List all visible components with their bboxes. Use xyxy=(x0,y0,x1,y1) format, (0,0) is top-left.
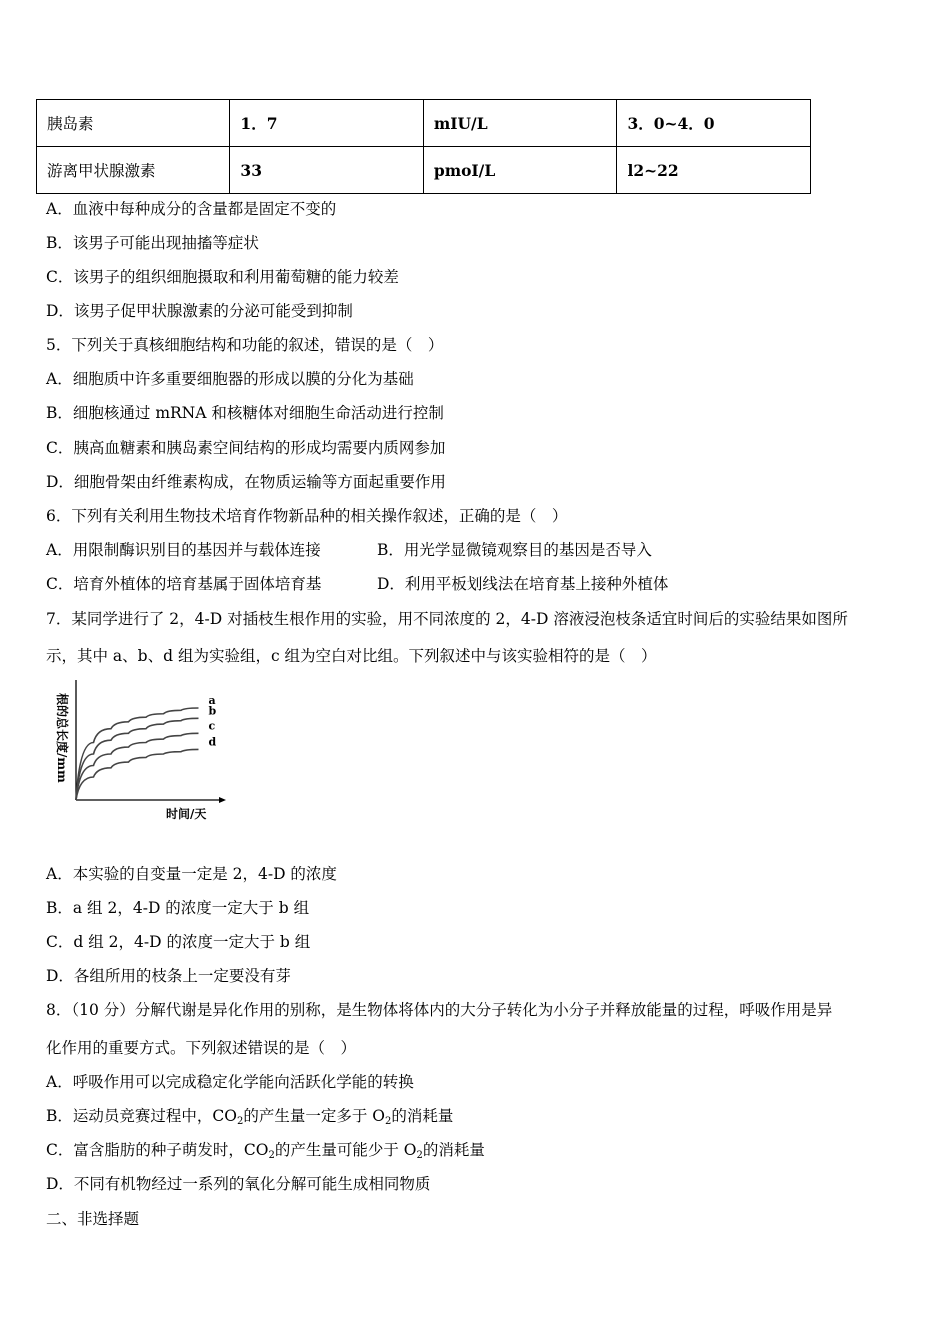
q8-option-d: D．不同有机物经过一系列的氧化分解可能生成相同物质 xyxy=(46,1175,431,1193)
q6-option-b: B．用光学显微镜观察目的基因是否导入 xyxy=(377,541,652,559)
table-cell: l2~22 xyxy=(617,147,811,194)
q8-option-c xyxy=(46,1140,485,1166)
y-axis-label: 根的总长度/mm xyxy=(55,693,69,783)
q4-option-c: C．该男子的组织细胞摄取和利用葡萄糖的能力较差 xyxy=(46,268,399,286)
subscript: 2 xyxy=(268,1150,275,1161)
table-cell: 3．0~4．0 xyxy=(617,100,811,147)
series-line-b xyxy=(76,718,199,800)
q8-stem-line2: 化作用的重要方式。下列叙述错误的是（ ） xyxy=(46,1039,357,1057)
q4-option-d: D．该男子促甲状腺激素的分泌可能受到抑制 xyxy=(46,302,353,320)
subscript: 2 xyxy=(384,1116,392,1127)
hormone-table xyxy=(36,99,811,194)
x-axis-label: 时间/天 xyxy=(166,807,207,821)
q5-option-d: D．细胞骨架由纤维素构成，在物质运输等方面起重要作用 xyxy=(46,473,446,491)
series-label-b: b xyxy=(208,704,217,718)
subscript: 2 xyxy=(416,1150,423,1161)
q8-b-text-2: 的产生量一定多于 O xyxy=(243,1107,385,1125)
table-cell: mIU/L xyxy=(423,100,617,147)
q7-option-a: A．本实验的自变量一定是 2，4-D 的浓度 xyxy=(46,865,337,883)
q8-option-a: A．呼吸作用可以完成稳定化学能向活跃化学能的转换 xyxy=(46,1073,414,1091)
chart-axes xyxy=(73,680,226,803)
q7-option-b: B．a 组 2，4-D 的浓度一定大于 b 组 xyxy=(46,899,310,917)
q5-option-b: B．细胞核通过 mRNA 和核糖体对细胞生命活动进行控制 xyxy=(46,404,444,422)
chart-series xyxy=(76,694,217,800)
q8-c-text-1: C．富含脂肪的种子萌发时，CO xyxy=(46,1141,269,1159)
q4-option-b: B．该男子可能出现抽搐等症状 xyxy=(46,234,259,252)
series-line-c xyxy=(76,733,199,800)
q7-stem-line1: 7．某同学进行了 2，4-D 对插枝生根作用的实验，用不同浓度的 2，4-D 溶液浸泡枝条适宜时间后的实验结果如图所 xyxy=(46,610,848,628)
subscript: 2 xyxy=(236,1116,244,1127)
q6-stem: 6．下列有关利用生物技术培育作物新品种的相关操作叙述，正确的是（ ） xyxy=(46,507,568,525)
table-cell: 胰岛素 xyxy=(37,100,230,147)
table-cell: 游离甲状腺激素 xyxy=(37,147,230,194)
q4-option-a: A．血液中每种成分的含量都是固定不变的 xyxy=(46,200,337,218)
q8-b-text-1: B．运动员竞赛过程中，CO xyxy=(46,1107,237,1125)
table-cell: 1．7 xyxy=(230,100,423,147)
x-axis-arrow xyxy=(219,797,226,803)
q6-option-d: D．利用平板划线法在培育基上接种外植体 xyxy=(377,575,669,593)
q8-stem-line1: 8．（10 分）分解代谢是异化作用的别称，是生物体将体内的大分子转化为小分子并释放能量的过程，呼吸作用是异 xyxy=(46,1001,833,1019)
q8-option-b xyxy=(46,1106,453,1132)
q5-option-a: A．细胞质中许多重要细胞器的形成以膜的分化为基础 xyxy=(46,370,414,388)
q5-option-c: C．胰高血糖素和胰岛素空间结构的形成均需要内质网参加 xyxy=(46,439,446,457)
table-row xyxy=(37,100,811,147)
q6-option-c: C．培育外植体的培育基属于固体培育基 xyxy=(46,575,322,593)
table-cell: pmoI/L xyxy=(423,147,617,194)
q5-stem: 5．下列关于真核细胞结构和功能的叙述，错误的是（ ） xyxy=(46,336,444,354)
table-cell: 33 xyxy=(230,147,423,194)
table-row xyxy=(37,147,811,194)
series-line-a xyxy=(76,708,199,800)
q7-stem-line2: 示，其中 a、b、d 组为实验组，c 组为空白对比组。下列叙述中与该实验相符的是（ ） xyxy=(46,647,657,665)
series-label-d: d xyxy=(208,735,217,749)
q8-b-text-3: 的消耗量 xyxy=(391,1107,454,1125)
q8-c-text-3: 的消耗量 xyxy=(422,1141,485,1159)
q8-c-text-2: 的产生量可能少于 O xyxy=(274,1141,417,1159)
q7-option-d: D．各组所用的枝条上一定要没有芽 xyxy=(46,967,291,985)
root-length-chart xyxy=(50,680,230,830)
series-label-c: c xyxy=(208,719,216,733)
series-label-a: a xyxy=(208,694,216,707)
series-line-d xyxy=(76,749,199,800)
chart-labels xyxy=(55,693,206,821)
section-heading: 二、非选择题 xyxy=(46,1210,140,1228)
q6-option-a: A．用限制酶识别目的基因并与载体连接 xyxy=(46,541,321,559)
q7-option-c: C．d 组 2，4-D 的浓度一定大于 b 组 xyxy=(46,933,311,951)
